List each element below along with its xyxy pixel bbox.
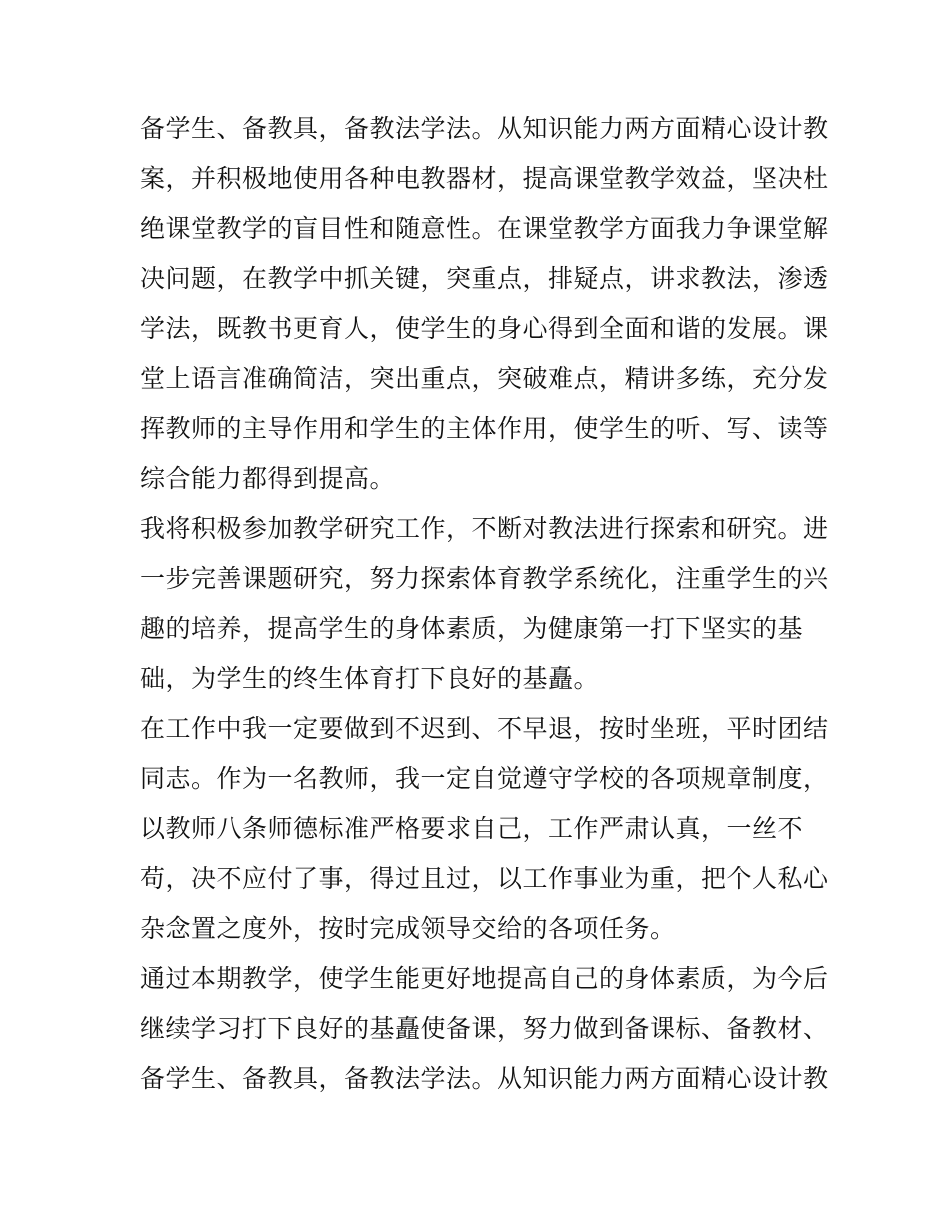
paragraph-2 xyxy=(140,504,829,704)
text-line: 一步完善课题研究，努力探索体育教学系统化，注重学生的兴 xyxy=(140,564,829,593)
text-line: 继续学习打下良好的基矗使备课，努力做到备课标、备教材、 xyxy=(140,1014,829,1043)
paragraph-3 xyxy=(140,704,829,954)
text-line: 杂念置之度外，按时完成领导交给的各项任务。 xyxy=(140,914,676,943)
text-line: 趣的培养，提高学生的身体素质，为健康第一打下坚实的基 xyxy=(140,614,804,643)
text-line: 备学生、备教具，备教法学法。从知识能力两方面精心设计教 xyxy=(140,1064,829,1093)
paragraph-1 xyxy=(140,104,829,504)
document-body xyxy=(140,104,829,1104)
text-line: 以教师八条师德标准严格要求自己，工作严肃认真，一丝不 xyxy=(140,814,804,843)
text-line: 备学生、备教具，备教法学法。从知识能力两方面精心设计教 xyxy=(140,114,829,143)
text-line: 挥教师的主导作用和学生的主体作用，使学生的听、写、读等 xyxy=(140,414,829,443)
text-line: 绝课堂教学的盲目性和随意性。在课堂教学方面我力争课堂解 xyxy=(140,214,829,243)
text-line: 通过本期教学，使学生能更好地提高自己的身体素质，为今后 xyxy=(140,964,829,993)
text-line: 苟，决不应付了事，得过且过，以工作事业为重，把个人私心 xyxy=(140,864,829,893)
text-line: 综合能力都得到提高。 xyxy=(140,464,396,493)
text-line: 我将积极参加教学研究工作，不断对教法进行探索和研究。进 xyxy=(140,514,829,543)
text-line: 础，为学生的终生体育打下良好的基矗。 xyxy=(140,664,600,693)
text-line: 堂上语言准确简洁，突出重点，突破难点，精讲多练，充分发 xyxy=(140,364,829,393)
text-line: 案，并积极地使用各种电教器材，提高课堂教学效益，坚决杜 xyxy=(140,164,829,193)
text-line: 学法，既教书更育人，使学生的身心得到全面和谐的发展。课 xyxy=(140,314,829,343)
text-line: 在工作中我一定要做到不迟到、不早退，按时坐班，平时团结 xyxy=(140,714,829,743)
paragraph-4 xyxy=(140,954,829,1104)
text-line: 决问题，在教学中抓关键，突重点，排疑点，讲求教法，渗透 xyxy=(140,264,829,293)
text-line: 同志。作为一名教师，我一定自觉遵守学校的各项规章制度， xyxy=(140,764,829,793)
